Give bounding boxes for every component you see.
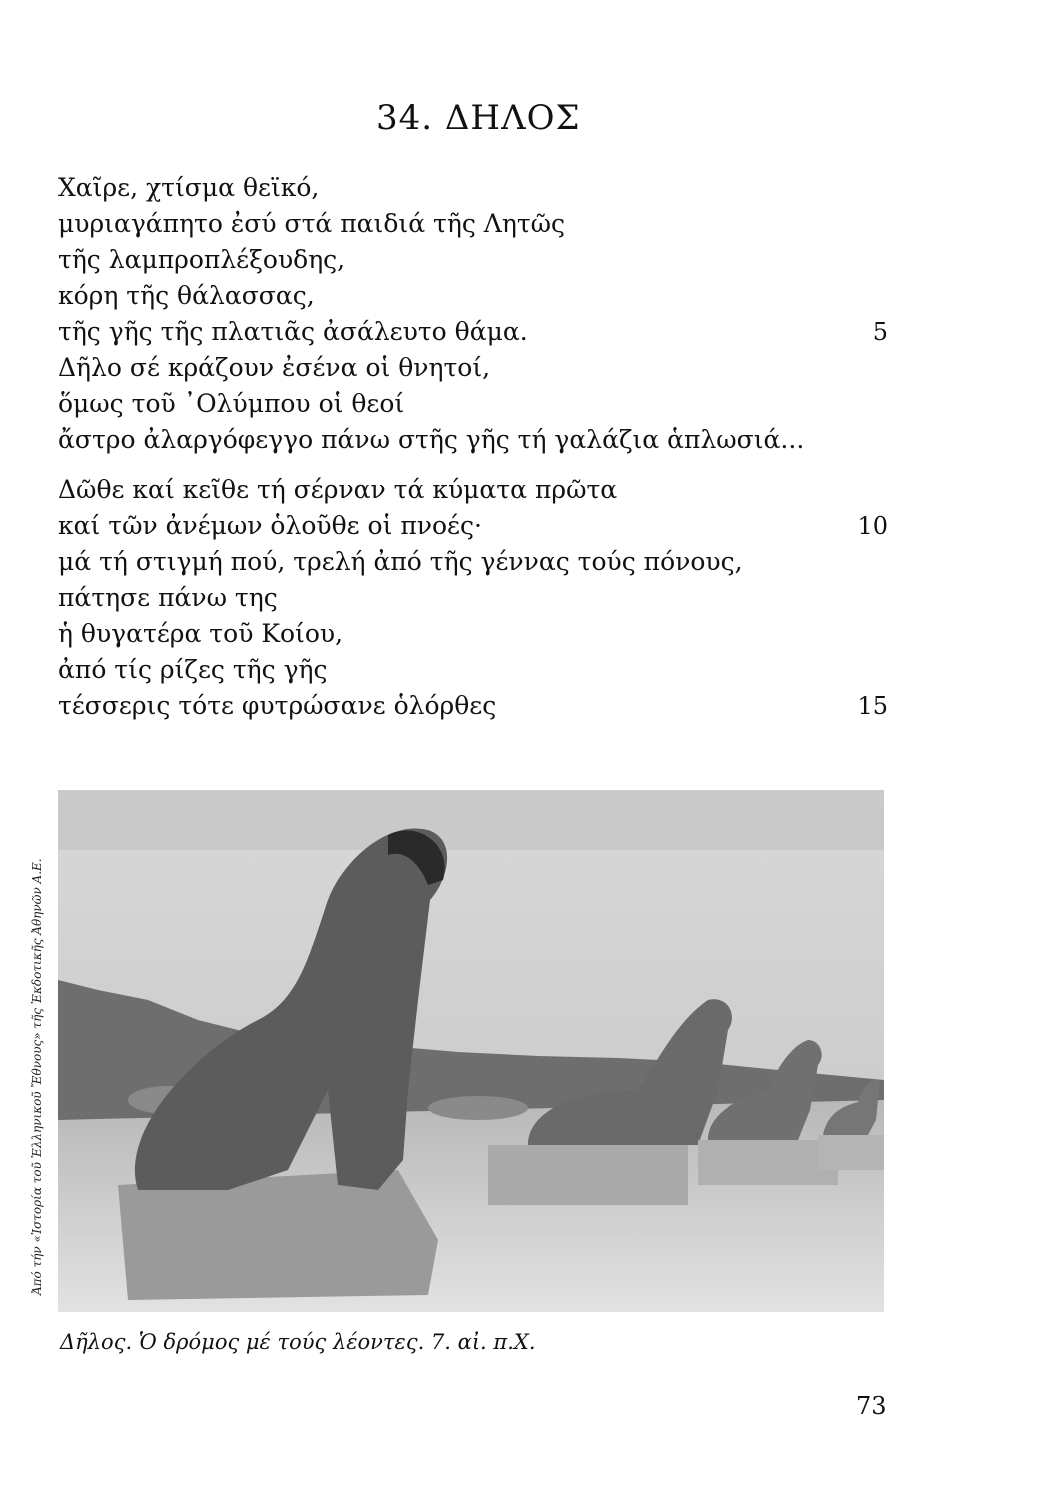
- poem-line: μυριαγάπητο ἐσύ στά παιδιά τῆς Λητῶς: [58, 209, 566, 238]
- poem-line: τῆς γῆς τῆς πλατιᾶς ἀσάλευτο θάμα. 5: [58, 314, 888, 350]
- bleed-through: [58, 790, 884, 850]
- poem-line: Δῆλο σέ κράζουν ἐσένα οἱ θνητοί,: [58, 353, 491, 382]
- stanza-1: [58, 170, 888, 458]
- line-number: 5: [872, 318, 888, 346]
- poem-line: τῆς λαμπροπλέξουδης,: [58, 245, 346, 274]
- page-number: 73: [856, 1392, 887, 1420]
- poem-body: [58, 170, 888, 738]
- photo-caption: Δῆλος. Ὁ δρόμος μέ τούς λέοντες. 7. αἰ. π.Χ.: [60, 1330, 536, 1354]
- poem-line: κόρη τῆς θάλασσας,: [58, 281, 315, 310]
- image-credit: Ἀπό τήν «Ἱστορία τοῦ Ἑλληνικοῦ Ἔθνους» τῆς Ἐκδοτικῆς Ἀθηνῶν Α.Ε.: [30, 858, 44, 1295]
- poem-line: Δῶθε καί κεῖθε τή σέρναν τά κύματα πρῶτα: [58, 475, 618, 504]
- lions-photo: [58, 790, 884, 1312]
- poem-line: ἀπό τίς ρίζες τῆς γῆς: [58, 655, 328, 684]
- poem-line: μά τή στιγμή πού, τρελή ἀπό τῆς γέννας τούς πόνους,: [58, 547, 743, 576]
- poem-line: ἄστρο ἀλαργόφεγγο πάνω στῆς γῆς τή γαλάζια ἁπλωσιά...: [58, 425, 805, 454]
- line-number: 10: [857, 512, 888, 540]
- stanza-2: [58, 472, 888, 724]
- poem-line: Χαῖρε, χτίσμα θεϊκό,: [58, 173, 320, 202]
- poem-line: ἡ θυγατέρα τοῦ Κοίου,: [58, 619, 344, 648]
- line-number: 15: [857, 692, 888, 720]
- photo-illustration: [58, 790, 884, 1312]
- poem-line: καί τῶν ἀνέμων ὁλοῦθε οἱ πνοές· 10: [58, 508, 888, 544]
- poem-line: πάτησε πάνω της: [58, 583, 278, 612]
- poem-line: τέσσερις τότε φυτρώσανε ὁλόρθες 15: [58, 688, 888, 724]
- poem-line: ὅμως τοῦ ᾿Ολύμπου οἱ θεοί: [58, 389, 405, 418]
- poem-title: 34. ΔΗΛΟΣ: [376, 98, 581, 138]
